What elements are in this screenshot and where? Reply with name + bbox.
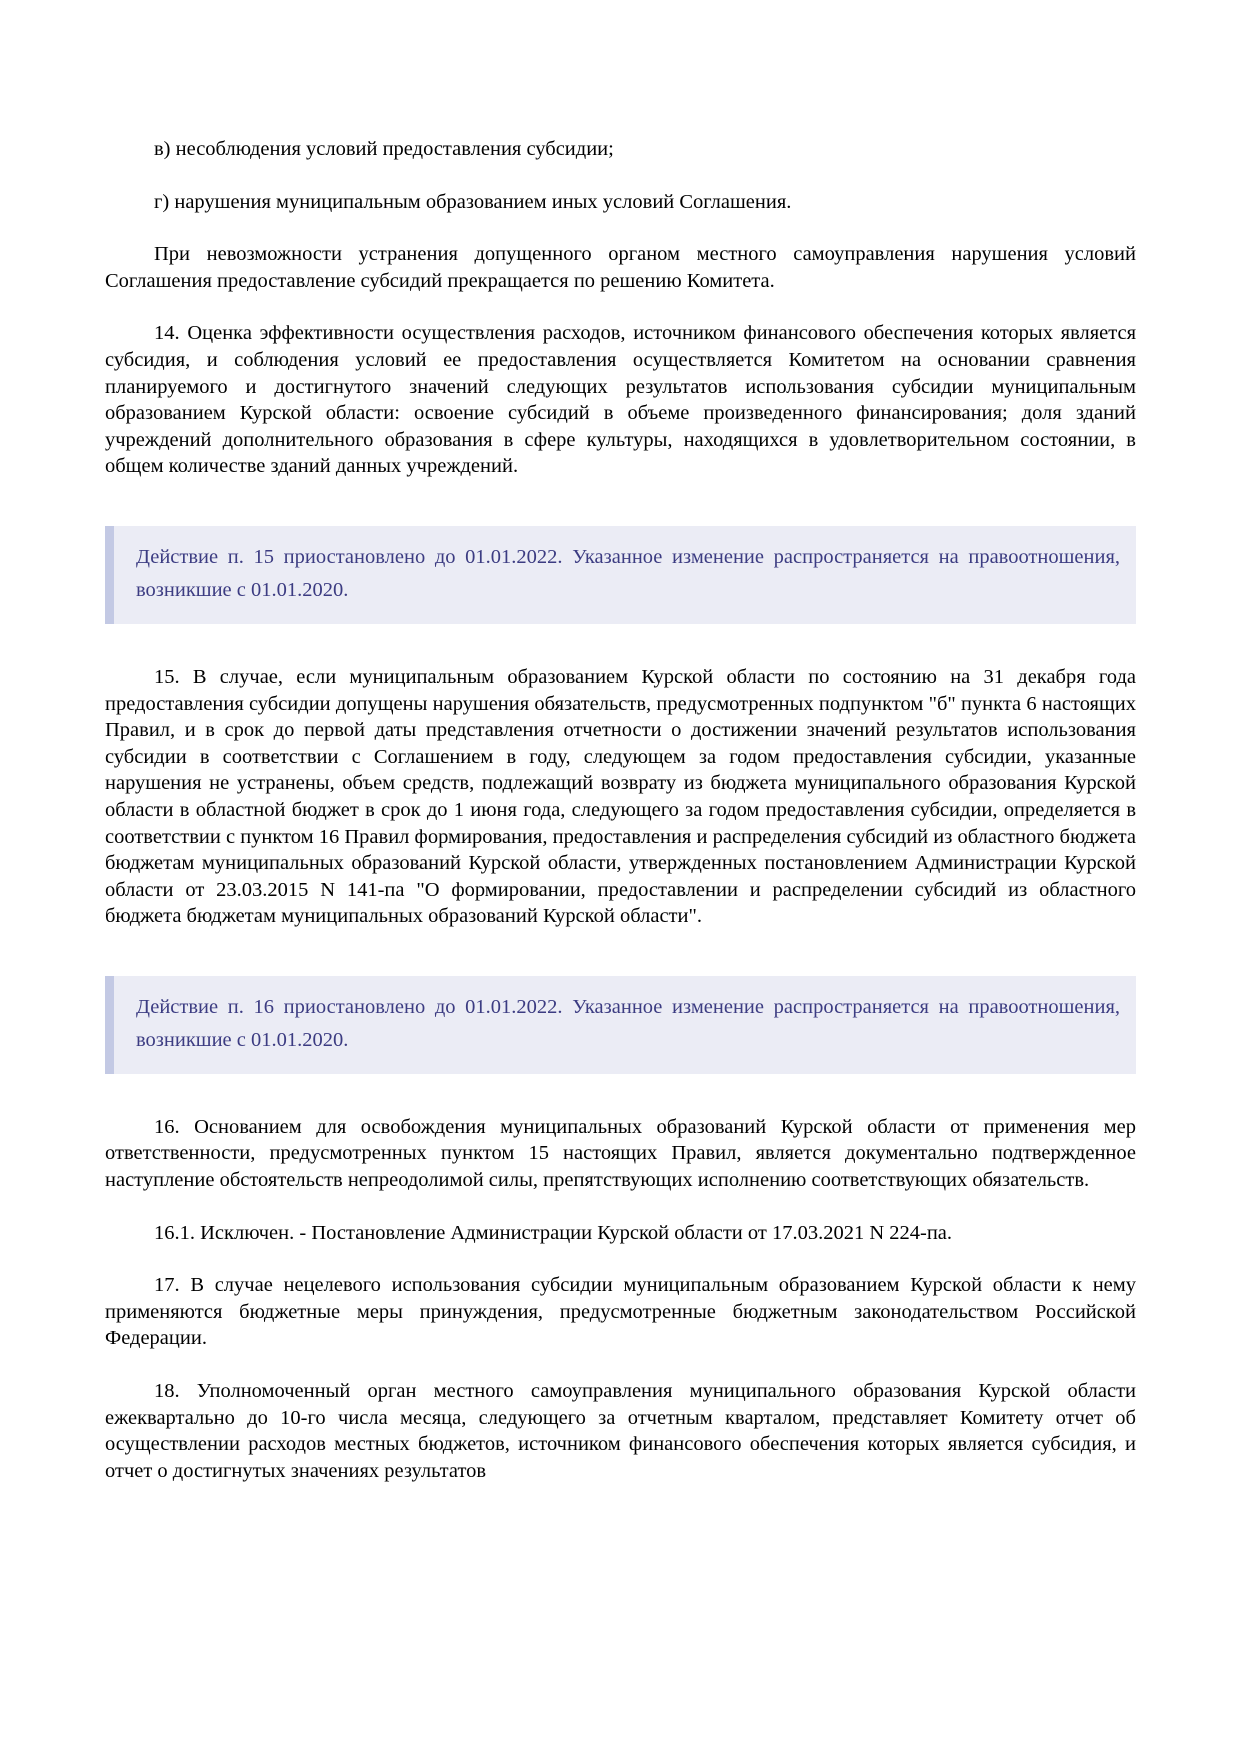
- note-text: Действие п. 15 приостановлено до 01.01.2022. Указанное изменение распространяется на правоотношения, возникшие с 01.01.2020.: [136, 545, 1120, 601]
- paragraph-18: 18. Уполномоченный орган местного самоуправления муниципального образования Курской области ежеквартально до 10-го числа месяца, следующего за отчетным кварталом, представляет Комитету отчет об осуществлении расходов местных бюджетов, источником финансового обеспечения которых является субсидия, и отчет о достигнутых значениях результатов: [105, 1380, 1136, 1482]
- note-box-p15-suspended: [105, 526, 1136, 624]
- paragraph-17: 17. В случае нецелевого использования субсидии муниципальным образованием Курской области к нему применяются бюджетные меры принуждения, предусмотренные бюджетным законодательством Российской Федерации.: [105, 1274, 1136, 1350]
- paragraph-14: 14. Оценка эффективности осуществления расходов, источником финансового обеспечения которых является субсидия, и соблюдения условий ее предоставления осуществляется Комитетом на основании сравнения планируемого и достигнутого значений следующих результатов использования субсидии муниципальным образованием Курской области: освоение субсидий в объеме произведенного финансирования; доля зданий учреждений дополнительного образования в сфере культуры, находящихся в удовлетворительном состоянии, в общем количестве зданий данных учреждений.: [105, 322, 1136, 478]
- paragraph-subclause-v: в) несоблюдения условий предоставления субсидии;: [154, 138, 614, 160]
- paragraph-subclause-g: г) нарушения муниципальным образованием иных условий Соглашения.: [154, 190, 792, 213]
- paragraph-termination: При невозможности устранения допущенного органом местного самоуправления нарушения условий Соглашения предоставление субсидий прекращается по решению Комитета.: [105, 243, 1136, 292]
- note-box-p16-suspended: [105, 976, 1136, 1074]
- note-text: Действие п. 16 приостановлено до 01.01.2022. Указанное изменение распространяется на правоотношения, возникшие с 01.01.2020.: [136, 995, 1120, 1051]
- paragraph-15: 15. В случае, если муниципальным образованием Курской области по состоянию на 31 декабря года предоставления субсидии допущены нарушения обязательств, предусмотренных подпунктом "б" пункта 6 настоящих Правил, и в срок до первой даты представления отчетности о достижении значений результатов использования субсидии в соответствии с Соглашением в году, следующем за годом предоставления субсидии, указанные нарушения не устранены, объем средств, подлежащий возврату из бюджета муниципального образования Курской области в областной бюджет в срок до 1 июня года, следующего за годом предоставления субсидии, определяется в соответствии с пунктом 16 Правил формирования, предоставления и распределения субсидий из областного бюджета бюджетам муниципальных образований Курской области, утвержденных постановлением Администрации Курской области от 23.03.2015 N 141-па "О формировании, предоставлении и распределении субсидий из областного бюджета бюджетам муниципальных образований Курской области".: [105, 665, 1136, 928]
- paragraph-16: 16. Основанием для освобождения муниципальных образований Курской области от применения мер ответственности, предусмотренных пунктом 15 настоящих Правил, является документально подтвержденное наступление обстоятельств непреодолимой силы, препятствующих исполнению соответствующих обязательств.: [105, 1115, 1136, 1192]
- paragraph-16-1: 16.1. Исключен. - Постановление Администрации Курской области от 17.03.2021 N 224-па.: [154, 1221, 953, 1244]
